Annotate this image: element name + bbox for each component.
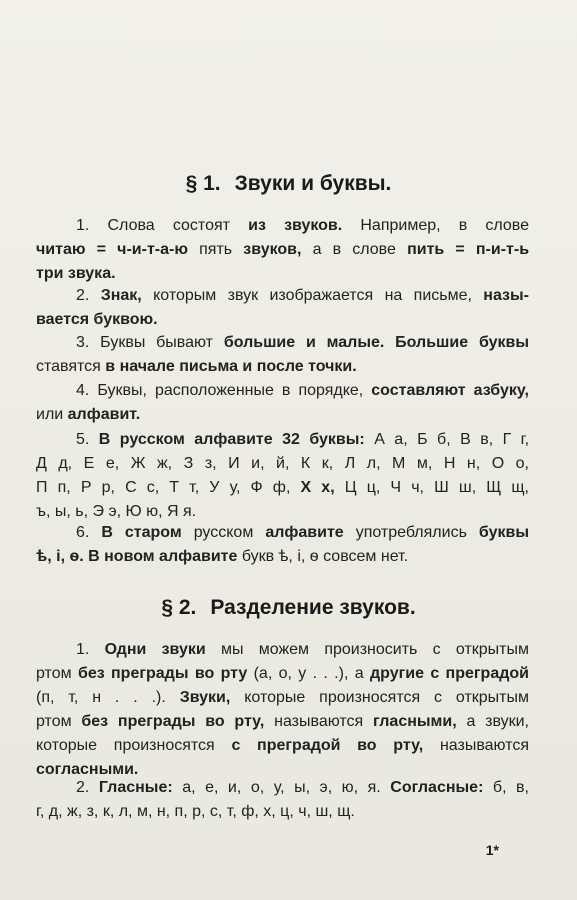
text-run: называются <box>264 713 373 730</box>
text-line <box>36 662 529 686</box>
bold-text: без преграды во рту <box>77 665 248 682</box>
bold-text: другие с преградой <box>369 665 529 682</box>
page-number: 1* <box>485 842 499 858</box>
text-run: 5. <box>76 431 99 448</box>
text-line <box>36 214 529 238</box>
section-1-number: § 1. <box>185 172 221 195</box>
text-run: ртом <box>36 665 78 682</box>
paragraph-1-5 <box>36 428 529 524</box>
text-run: б, в, <box>483 779 529 796</box>
text-line <box>36 428 529 452</box>
text-line <box>36 800 529 824</box>
text-run: которые произносятся <box>36 737 232 754</box>
bold-text: вается буквою. <box>36 311 158 328</box>
section-1-title: Звуки и буквы. <box>234 172 392 195</box>
text-line <box>36 476 529 500</box>
text-run: а, е, и, о, у, ы, э, ю, я. <box>172 779 391 796</box>
text-run: которые произносятся с открытым <box>230 689 529 706</box>
text-run: 2. <box>76 779 99 796</box>
section-2-title: Разделение звуков. <box>210 596 416 619</box>
bold-text: Гласные: <box>98 779 173 796</box>
text-run: (а, о, у . . .), а <box>247 665 370 682</box>
text-line <box>36 686 529 710</box>
section-2-number: § 2. <box>161 596 197 619</box>
text-run: 1. <box>76 641 105 658</box>
text-line <box>36 331 529 355</box>
text-run: употреблялись <box>343 524 479 541</box>
text-line <box>36 734 529 758</box>
section-2-heading <box>0 596 577 620</box>
bold-text: В новом алфавите <box>88 548 238 565</box>
paragraph-2-1 <box>36 638 529 782</box>
paragraph-1-2 <box>36 284 529 332</box>
bold-text: звуков, <box>243 241 302 258</box>
bold-text: алфавит. <box>67 406 141 423</box>
text-run: 2. <box>76 287 101 304</box>
text-run: (п, т, н . . .). <box>36 689 180 706</box>
bold-text: Знак, <box>100 287 142 304</box>
text-line <box>36 355 529 379</box>
text-run: которым звук изображается на письме, <box>141 287 484 304</box>
text-run: 3. Буквы бывают <box>76 334 224 351</box>
paragraph-1-6 <box>36 521 529 569</box>
bold-text: Согласные: <box>390 779 484 796</box>
bold-text: читаю = ч-и-т-а-ю <box>36 241 188 258</box>
bold-text: согласными. <box>36 761 139 778</box>
bold-text: Х х, <box>300 479 335 496</box>
text-line <box>36 452 529 476</box>
text-line <box>36 521 529 545</box>
bold-text: гласными, <box>372 713 457 730</box>
text-run: Ц ц, Ч ч, Ш ш, Щ щ, <box>334 479 529 496</box>
bold-text: пить = п-и-т-ь <box>407 241 530 258</box>
text-line <box>36 776 529 800</box>
bold-text: Большие буквы <box>395 334 530 351</box>
bold-text: Звуки, <box>179 689 231 706</box>
text-run: а в слове <box>301 241 408 258</box>
bold-text: В русском алфавите 32 буквы: <box>98 431 365 448</box>
bold-text: составляют азбуку, <box>371 382 529 399</box>
text-run: русском <box>181 524 266 541</box>
text-run: а звуки, <box>456 713 529 730</box>
bold-text: большие и малые. <box>223 334 385 351</box>
bold-text: три звука. <box>36 265 116 282</box>
text-line <box>36 308 529 332</box>
text-line <box>36 710 529 734</box>
text-line <box>36 403 529 427</box>
text-run: букв ѣ, і, ѳ совсем нет. <box>237 548 409 565</box>
bold-text: назы- <box>483 287 529 304</box>
bold-text: Одни звуки <box>104 641 206 658</box>
text-run: пять <box>188 241 244 258</box>
text-line <box>36 545 529 569</box>
text-run: г, д, ж, з, к, л, м, н, п, р, с, т, ф, х, ц, ч, ш, щ. <box>36 803 355 820</box>
text-run: Например, в слове <box>342 217 530 234</box>
text-run: или <box>36 406 68 423</box>
text-run: называются <box>423 737 530 754</box>
bold-text: ѣ, і, ѳ. <box>36 548 84 565</box>
text-run: Д д, Е е, Ж ж, З з, И и, й, К к, Л л, М м, Н н, О о, <box>36 455 529 472</box>
bold-text: алфавите <box>265 524 344 541</box>
text-run: ртом <box>36 713 82 730</box>
section-1-heading <box>0 172 577 196</box>
text-run: мы можем произносить с открытым <box>205 641 530 658</box>
bold-text: без преграды во рту, <box>81 713 265 730</box>
text-line <box>36 379 529 403</box>
text-run: 6. <box>76 524 102 541</box>
text-run <box>384 334 395 351</box>
text-line <box>36 238 529 262</box>
bold-text: в начале письма и после точки. <box>105 358 357 375</box>
bold-text: с преградой во рту, <box>231 737 424 754</box>
text-run: А а, Б б, В в, Г г, <box>364 431 530 448</box>
text-line <box>36 638 529 662</box>
bold-text: буквы <box>478 524 529 541</box>
text-line <box>36 284 529 308</box>
text-run: П п, Р р, С с, Т т, У у, Ф ф, <box>36 479 301 496</box>
text-line <box>36 262 529 286</box>
text-run: ставятся <box>36 358 106 375</box>
bold-text: из звуков. <box>248 217 343 234</box>
paragraph-1-3 <box>36 331 529 379</box>
paragraph-1-1 <box>36 214 529 286</box>
text-run: 1. Слова состоят <box>76 217 249 234</box>
paragraph-2-2 <box>36 776 529 824</box>
paragraph-1-4 <box>36 379 529 427</box>
bold-text: В старом <box>101 524 182 541</box>
text-run: ъ, ы, ь, Э э, Ю ю, Я я. <box>36 503 197 520</box>
text-run: 4. Буквы, расположенные в порядке, <box>76 382 372 399</box>
